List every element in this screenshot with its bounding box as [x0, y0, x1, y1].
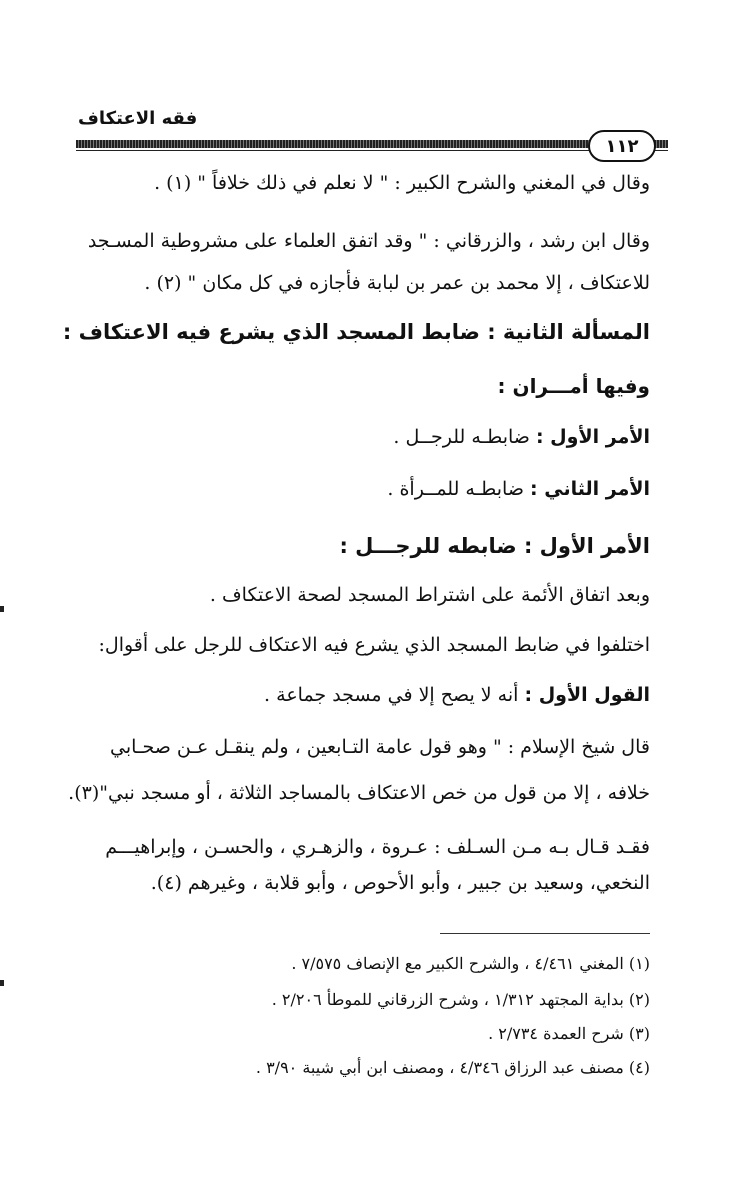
scan-mark: [0, 606, 4, 612]
header-rule-thin: [76, 150, 668, 151]
second-matter-label: الأمر الثاني :: [530, 478, 650, 500]
text-line-4: وبعد اتفاق الأئمة على اشتراط المسجد لصحة الاعتكاف .: [209, 584, 650, 606]
scan-mark: [0, 980, 4, 986]
text-line-1: وقال في المغني والشرح الكبير : " لا نعلم في ذلك خلافاً " (١) .: [154, 172, 650, 194]
text-line-9: النخعي، وسعيد بن جبير ، وأبو الأحوص ، وأبو قلابة ، وغيرهم (٤).: [150, 872, 650, 894]
header-rule: [76, 140, 668, 148]
second-matter-text: ضابطـه للمــرأة .: [387, 478, 524, 500]
first-matter-text: ضابطـه للرجــل .: [393, 426, 530, 448]
two-matters-line: وفيها أمـــران :: [497, 374, 650, 398]
text-line-5: اختلفوا في ضابط المسجد الذي يشرع فيه الاعتكاف للرجل على أقوال:: [98, 634, 650, 656]
first-saying-line: [72, 684, 650, 706]
text-line-7: خلافه ، إلا من قول من خص الاعتكاف بالمساجد الثلاثة ، أو مسجد نبي"(٣).: [68, 782, 650, 804]
section-heading-issue-2: المسألة الثانية : ضابط المسجد الذي يشرع فيه الاعتكاف :: [62, 320, 650, 344]
running-header-title: فقه الاعتكاف: [78, 108, 198, 129]
text-line-6: قال شيخ الإسلام : " وهو قول عامة التـابعين ، ولم ينقـل عـن صحـابي: [110, 736, 650, 758]
first-matter-line: [72, 426, 650, 448]
footnote-4: (٤) مصنف عبد الرزاق ٤/٣٤٦ ، ومصنف ابن أبي شيبة ٣/٩٠ .: [255, 1058, 650, 1077]
first-matter-label: الأمر الأول :: [535, 426, 650, 448]
text-line-8: فقـد قـال بـه مـن السـلف : عـروة ، والزهـري ، والحسـن ، وإبراهيـــم: [105, 836, 650, 858]
section-heading-first-matter: الأمر الأول : ضابطه للرجـــل :: [339, 534, 650, 558]
footnote-separator: [440, 933, 650, 934]
footnote-1: (١) المغني ٤/٤٦١ ، والشرح الكبير مع الإنصاف ٧/٥٧٥ .: [291, 954, 650, 973]
first-saying-text: أنه لا يصح إلا في مسجد جماعة .: [264, 684, 519, 706]
footnote-3: (٣) شرح العمدة ٢/٧٣٤ .: [488, 1024, 650, 1043]
second-matter-line: [72, 478, 650, 500]
page-number: ١١٢: [588, 130, 656, 162]
first-saying-label: القول الأول :: [524, 684, 650, 706]
footnote-2: (٢) بداية المجتهد ١/٣١٢ ، وشرح الزرقاني للموطأ ٢/٢٠٦ .: [271, 990, 650, 1009]
header-rule-tail: [654, 140, 668, 148]
text-line-2: وقال ابن رشد ، والزرقاني : " وقد اتفق العلماء على مشروطية المسـجد: [87, 230, 650, 252]
text-line-3: للاعتكاف ، إلا محمد بن عمر بن لبابة فأجازه في كل مكان " (٢) .: [144, 272, 650, 294]
